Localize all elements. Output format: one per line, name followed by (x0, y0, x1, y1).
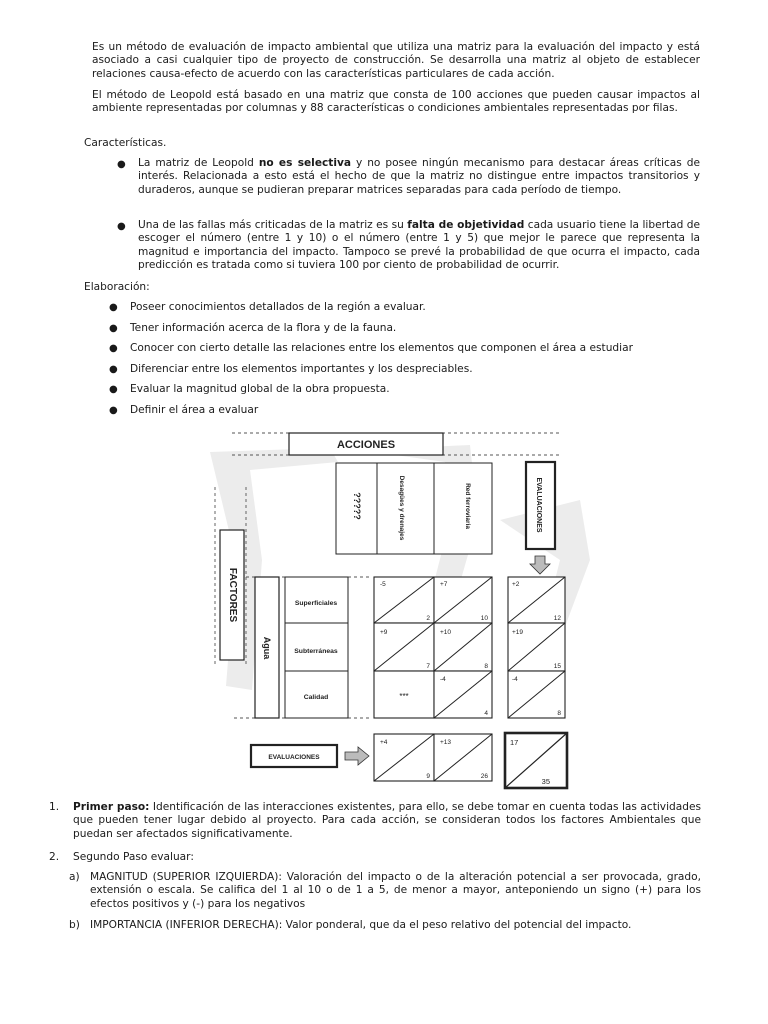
elaboracion-item-3: Conocer con cierto detalle las relaciones entre los elementos que componen el área a estudiar (130, 342, 633, 354)
action-column-1-label: ????? (352, 492, 362, 520)
primer-paso-bold: Primer paso: (73, 801, 150, 813)
bottom-magnitude: +13 (440, 739, 452, 746)
matrix-cells (374, 577, 492, 718)
step-2a-text: MAGNITUD (SUPERIOR IZQUIERDA): Valoración del impacto o de la alteración potencial a ser provocada, grado, extensión o escala. Se califica del 1 al 10 o de 1 a 5, de menor a mayor, anteponiendo un signo (+) para los efectos positivos y (-) para los negativos (90, 871, 701, 910)
step-2b-text: IMPORTANCIA (INFERIOR DERECHA): Valor ponderal, que da el peso relativo del potencial del impacto. (90, 919, 632, 931)
cell-magnitude: +10 (440, 629, 452, 636)
factor-row-2-label: Subterráneas (294, 648, 338, 655)
bullet-icon: ● (109, 405, 118, 416)
down-arrow-icon (530, 556, 550, 574)
factor-row-3-label: Calidad (303, 694, 329, 701)
cell-placeholder: *** (399, 692, 409, 701)
action-column-3-label: Red ferroviaria (464, 483, 471, 529)
falta-de-objetividad-bold: falta de objetividad (407, 219, 525, 231)
cell-importance: 7 (426, 663, 430, 670)
elaboracion-item-2: Tener información acerca de la flora y de la fauna. (130, 322, 397, 334)
elaboracion-item-4: Diferenciar entre los elementos importantes y los despreciables. (130, 363, 473, 375)
cell-magnitude: +9 (380, 629, 388, 636)
bottom-importance: 9 (426, 773, 430, 780)
caracteristicas-heading: Características. (84, 137, 167, 149)
cell-magnitude: +7 (440, 581, 448, 588)
eval-importance: 15 (553, 663, 561, 670)
step-1-number: 1. (49, 801, 60, 813)
bullet-icon: ● (109, 384, 118, 395)
eval-magnitude: +19 (512, 629, 524, 636)
bullet-icon: ● (109, 343, 118, 354)
step-2-text: Segundo Paso evaluar: (73, 851, 194, 863)
bullet-icon: ● (109, 323, 118, 334)
eval-importance: 8 (557, 710, 561, 717)
step-2b-label: b) (69, 919, 80, 931)
bullet-icon: ● (117, 221, 126, 232)
bottom-magnitude: +4 (380, 739, 388, 746)
step-2a-label: a) (69, 871, 80, 883)
action-column-3 (434, 463, 492, 554)
intro-paragraph-2: El método de Leopold está basado en una matriz que consta de 100 acciones que pueden causar impactos al ambiente representadas por columnas y 88 características o condiciones ambientales representadas por filas. (92, 89, 700, 115)
agua-label: Agua (262, 636, 272, 660)
caracteristica-1: La matriz de Leopold no es selectiva y no posee ningún mecanismo para destacar áreas críticas de interés. Relacionada a esto está el hecho de que la matriz no distingue entre impactos transitorios y duraderos, aunque se pudieran preparar matrices separadas para cada período de tiempo. (138, 157, 700, 196)
cell-importance: 10 (480, 615, 488, 622)
cell-importance: 4 (484, 710, 488, 717)
step-1-text: Primer paso: Identificación de las interacciones existentes, para ello, se debe tomar en cuenta todas las actividades que pueden tener lugar debido al proyecto. Para cada acción, se consideran todos los factores Ambientales que puedan ser afectados significativamente. (73, 801, 701, 840)
cell-magnitude: -5 (380, 581, 386, 588)
elaboracion-item-1: Poseer conocimientos detallados de la región a evaluar. (130, 301, 426, 313)
bottom-evaluation-cells (374, 734, 492, 781)
bullet-icon: ● (117, 159, 126, 170)
factores-label: FACTORES (227, 567, 238, 623)
elaboracion-heading: Elaboración: (84, 281, 150, 293)
cell-magnitude: -4 (440, 676, 446, 683)
factor-row-2 (285, 623, 348, 671)
action-column-2-label: Desagües y drenajes (398, 475, 405, 541)
step-2-number: 2. (49, 851, 60, 863)
bullet-icon: ● (109, 364, 118, 375)
eval-magnitude: +2 (512, 581, 520, 588)
total-importance: 35 (541, 777, 550, 786)
intro-paragraph-1: Es un método de evaluación de impacto ambiental que utiliza una matriz para la evaluación del impacto y está asociado a casi cualquier tipo de proyecto de construcción. Se desarrolla una matriz al objeto de establecer relaciones causa-efecto de acuerdo con las características particulares de cada acción. (92, 41, 700, 80)
cell-importance: 8 (484, 663, 488, 670)
evaluaciones-vertical-label: EVALUACIONES (535, 477, 542, 533)
elaboracion-item-6: Definir el área a evaluar (130, 404, 259, 416)
factor-row-1-label: Superficiales (294, 600, 338, 607)
cell-importance: 2 (426, 615, 430, 622)
caracteristica-2: Una de las fallas más criticadas de la matriz es su falta de objetividad cada usuario tiene la libertad de escoger el número (entre 1 y 10) o el número (entre 1 y 5) que mejor le parece que representa la magnitud e importancia del impacto. Tampoco se prevé la probabilidad de que ocurra el impacto, cada predicción es tratada como si tuviera 100 por ciento de probabilidad de ocurrir. (138, 219, 700, 272)
right-arrow-icon (345, 747, 369, 765)
eval-magnitude: -4 (512, 676, 518, 683)
bullet-icon: ● (109, 302, 118, 313)
eval-importance: 12 (553, 615, 561, 622)
acciones-label: ACCIONES (336, 439, 396, 451)
evaluaciones-horizontal-label: EVALUACIONES (268, 754, 320, 761)
elaboracion-item-5: Evaluar la magnitud global de la obra propuesta. (130, 383, 390, 395)
total-magnitude: 17 (510, 738, 519, 747)
bottom-importance: 26 (480, 773, 488, 780)
no-es-selectiva-bold: no es selectiva (258, 157, 352, 169)
